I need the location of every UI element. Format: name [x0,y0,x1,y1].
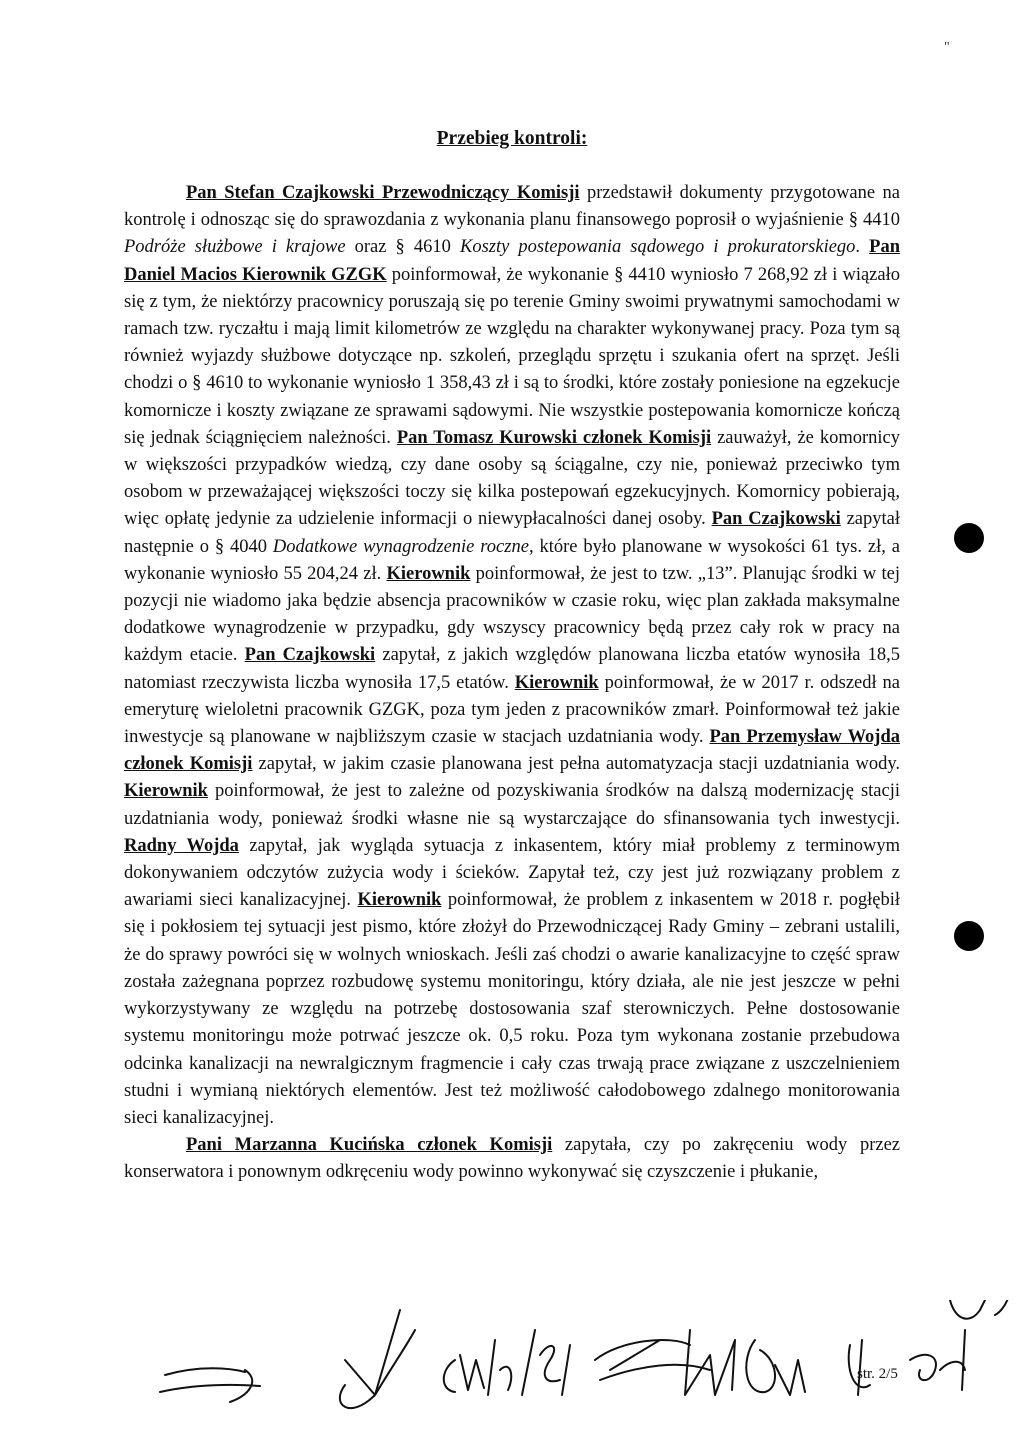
speaker-kierownik: Kierownik [124,781,208,802]
section-title: Przebieg kontroli: [436,128,588,149]
budget-item-title: Koszty postepowania sądowego i prokuratorskiego [460,237,856,258]
signature-6 [746,1340,805,1395]
budget-item-title: Dodatkowe wynagrodzenie roczne [272,536,529,557]
signature-4 [522,1330,570,1395]
speaker-kurowski: Pan Tomasz Kurowski członek Komisji [396,427,712,448]
text-run: oraz § 4610 [345,237,460,258]
text-run: poinformował, że problem z inkasentem w 2018 r. pogłębił się i pokłosiem tej sytuacji jest pismo, które złożył do Przewodniczącej Rady Gminy – zebrani ustalili, że do sprawy powróci się w wolnych wnioskach. Jeśli zaś chodzi o awarie kanalizacyjne to część spraw została zażegnana poprzez rozbudowę systemu monitoringu, który działa, ale nie jest jeszcze w pełni wykorzystywany ze względu na potrzebę dostosowania szaf sterowniczych. Pełne dostosowanie systemu monitoringu może potrwać jeszcze ok. 0,5 roku. Poza tym wykonana zostanie przebudowa odcinka kanalizacji na newralgicznym fragmencie i cały czas trwają prace związane z uszczelnieniem studni i wymianą niektórych elementów. Jest też możliwość całodobowego zdalnego monitorowania sieci kanalizacyjnej. [124,890,900,1128]
text-run: przedstawił dokumenty przygotowane na kontrolę i odnosząc się do sprawozdania z wykonania planu finansowego poprosił o wyjaśnienie § 4410 [124,183,900,231]
signature-1 [160,1368,260,1402]
text-run: poinformował, że wykonanie § 4410 wyniosło 7 268,92 zł i wiązało się z tym, że niektórzy pracownicy poruszają się po terenie Gminy swoimi prywatnymi samochodami w ramach tzw. ryczałtu i mają limit kilometrów ze względu na charakter wykonywanej pracy. Poza tym są również wyjazdy służbowe dotyczące np. szkoleń, przeglądu sprzętu i szukania ofert na sprzęt. Jeśli chodzi o § 4610 to wykonanie wyniosło 1 358,43 zł i są to środki, które zostały poniesione na egzekucje komornicze i koszty związane ze sprawami sądowymi. Nie wszystkie postepowania komornicze kończą się jednak ściągnięciem należności. [124,264,900,448]
paragraph-control-course [124,180,900,1132]
speaker-kierownik: Kierownik [386,563,471,584]
speaker-kucinska: Pani Marzanna Kucińska członek Komisji [186,1135,553,1156]
speaker-kierownik: Kierownik [357,890,442,911]
body-text [124,180,900,1187]
budget-item-title: Podróże służbowe i krajowe [124,237,346,258]
text-run: zapytał, jak wygląda sytuacja z inkasentem, który miał problemy z terminowym dokonywaniem odczytów zużycia wody i ścieków. Zapytał też, czy jest już rozwiązany problem z awariami sieci kanalizacyjnej. [124,835,900,911]
speaker-macios: Pan Daniel Macios Kierownik GZGK [124,237,900,285]
signature-8 [910,1330,965,1390]
text-run: . [855,237,870,258]
speaker-wojda: Pan Przemysław Wojda członek Komisji [124,727,900,775]
paragraph-kucinska [124,1132,900,1186]
signature-3 [444,1340,512,1395]
punch-hole [954,523,984,553]
punch-hole [954,921,984,951]
text-run: poinformował, że jest to tzw. „13”. Planując środki w tej pozycji nie wiadomo jaka będzie absencja pracowników w czasie roku, więc plan zakłada maksymalne dodatkowe wynagrodzenie w przypadku, gdy wszyscy pracownicy będą przez cały rok w pracy na każdym etacie. [124,563,900,666]
text-run: zapytał, z jakich względów planowana liczba etatów wynosiła 18,5 natomiast rzeczywista liczba wynosiła 17,5 etatów. [124,645,900,693]
text-run: poinformował, że jest to zależne od pozyskiwania środków na dalszą modernizację stacji uzdatniania wody, ponieważ środki własne nie są wystarczające do sfinansowania tych inwestycji. [124,781,900,829]
text-run: zapytał, w jakim czasie planowana jest pełna automatyzacja stacji uzdatniania wody. [252,754,900,775]
speaker-czajkowski: Pan Stefan Czajkowski Przewodniczący Komisji [186,183,580,203]
speaker-czajkowski: Pan Czajkowski [711,509,841,530]
text-run: zapytała, czy po zakręceniu wody przez konserwatora i ponownym odkręceniu wody powinno wykonywać się czyszczenie i płukanie, [124,1135,900,1183]
corner-mark: " [944,40,950,55]
text-run: zauważył, że komornicy w większości przypadków wiedzą, czy dane osoby są ściągalne, czy nie, ponieważ przeciwko tym osobom w przeważającej większości toczy się kilka postepowań egzekucyjnych. Komornicy pobierają, więc opłatę jedynie za udzielenie informacji o niewypłacalności danej osoby. [124,427,900,530]
text-run: poinformował, że w 2017 r. odszedł na emeryturę wieloletni pracownik GZGK, poza tym jeden z pracowników zmarł. Poinformował też jakie inwestycje są planowane w najbliższym czasie w stacjach uzdatniania wody. [124,672,900,748]
text-run: zapytał następnie o § 4040 [124,509,900,557]
text-run: , które było planowane w wysokości 61 tys. zł, a wykonanie wyniosło 55 204,24 zł. [124,536,900,584]
signature-9 [940,1300,1011,1319]
page-number: str. 2/5 [857,1366,898,1382]
speaker-czajkowski: Pan Czajkowski [244,645,376,666]
speaker-kierownik: Kierownik [514,672,599,693]
signature-5 [595,1330,735,1395]
signature-2 [340,1310,415,1408]
speaker-wojda: Radny Wojda [124,835,239,856]
